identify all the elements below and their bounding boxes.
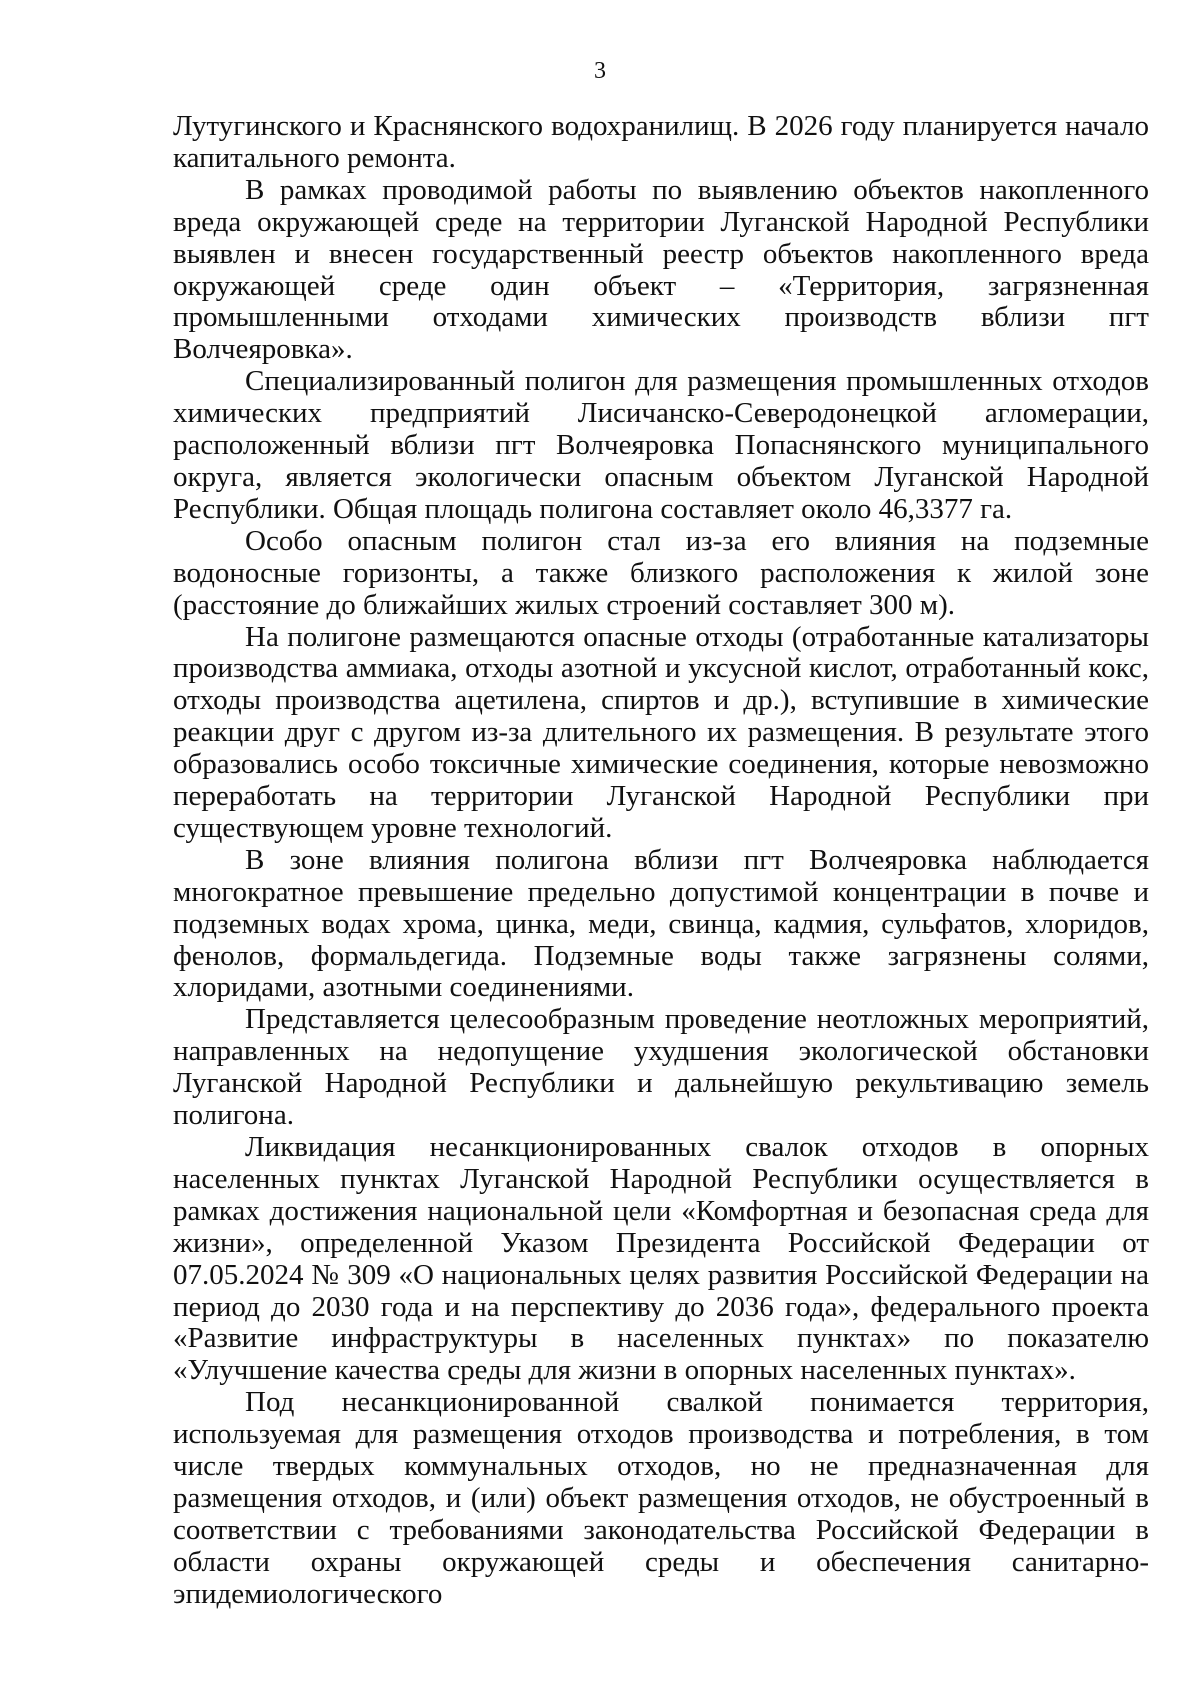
page-number: 3 — [594, 58, 606, 84]
paragraph-reservoirs-continuation: Лутугинского и Краснянского водохранилищ. В 2026 году планируется начало капитального ремонта. — [173, 110, 1149, 174]
paragraph-dump-definition: Под несанкционированной свалкой понимается территория, используемая для размещения отходов производства и потребления, в том числе твердых коммунальных отходов, но не предназначенная для размещения отходов, и (или) объект размещения отходов, не обустроенный в соответствии с требованиями законодательства Российской Федерации в области охраны окружающей среды и обеспечения санитарно-эпидемиологического — [173, 1386, 1149, 1610]
document-body — [173, 111, 1149, 1611]
paragraph-landfill-danger: Особо опасным полигон стал из-за его влияния на подземные водоносные горизонты, а также близкого расположения к жилой зоне (расстояние до ближайших жилых строений составляет 300 м). — [173, 524, 1149, 621]
paragraph-accumulated-harm: В рамках проводимой работы по выявлению объектов накопленного вреда окружающей среде на территории Луганской Народной Республики выявлен и внесен государственный реестр объектов накопленного вреда окружающей среде один объект – «Территория, загрязненная промышленными отходами химических производств вблизи пгт Волчеяровка». — [173, 173, 1149, 366]
paragraph-dump-liquidation: Ликвидация несанкционированных свалок отходов в опорных населенных пунктах Луганской Народной Республики осуществляется в рамках достижения национальной цели «Комфортная и безопасная среда для жизни», определенной Указом Президента Российской Федерации от 07.05.2024 № 309 «О национальных целях развития Российской Федерации на период до 2030 года и на перспективу до 2036 года», федерального проекта «Развитие инфраструктуры в населенных пунктах» по показателю «Улучшение качества среды для жизни в опорных населенных пунктах». — [173, 1131, 1149, 1387]
paragraph-urgent-measures: Представляется целесообразным проведение неотложных мероприятий, направленных на недопущение ухудшения экологической обстановки Луганской Народной Республики и дальнейшую рекультивацию земель полигона. — [173, 1003, 1149, 1132]
paragraph-hazardous-waste: На полигоне размещаются опасные отходы (отработанные катализаторы производства аммиака, отходы азотной и уксусной кислот, отработанный кокс, отходы производства ацетилена, спиртов и др.), вступившие в химические реакции друг с другом из-за длительного их размещения. В результате этого образовались особо токсичные химические соединения, которые невозможно переработать на территории Луганской Народной Республики при существующем уровне технологий. — [173, 620, 1149, 844]
paragraph-landfill-description: Специализированный полигон для размещения промышленных отходов химических предприятий Лисичанско-Северодонецкой агломерации, расположенный вблизи пгт Волчеяровка Попаснянского муниципального округа, является экологически опасным объектом Луганской Народной Республики. Общая площадь полигона составляет около 46,3377 га. — [173, 365, 1149, 525]
paragraph-contamination: В зоне влияния полигона вблизи пгт Волчеяровка наблюдается многократное превышение предельно допустимой концентрации в почве и подземных водах хрома, цинка, меди, свинца, кадмия, сульфатов, хлоридов, фенолов, формальдегида. Подземные воды также загрязнены солями, хлоридами, азотными соединениями. — [173, 843, 1149, 1004]
